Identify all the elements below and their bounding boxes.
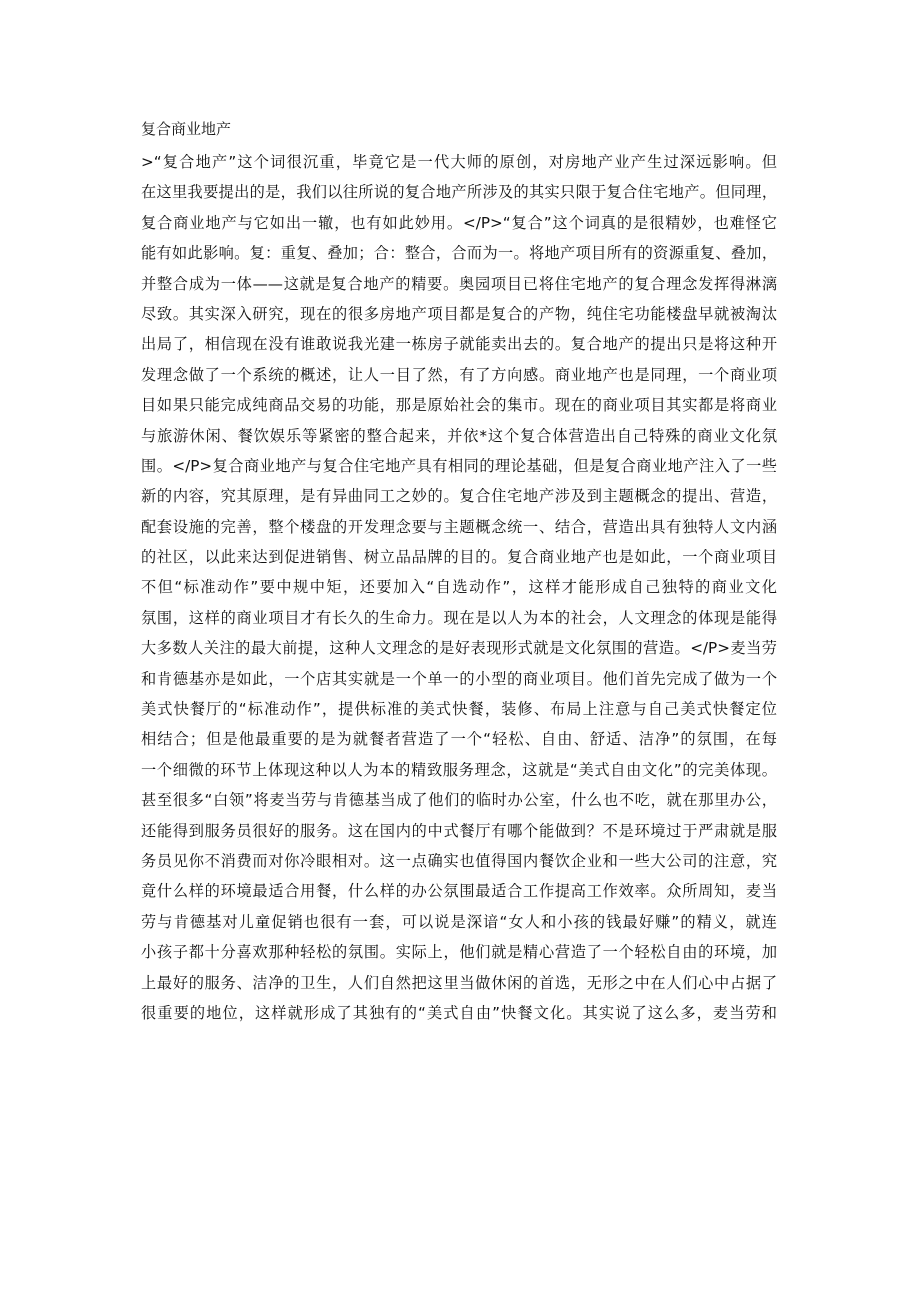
body-line: 一个细微的环节上体现这种以人为本的精致服务理念，这就是“美式自由文化”的完美体现。 [141, 760, 777, 779]
document-body [141, 147, 777, 1028]
body-line: 并整合成为一体——这就是复合地产的精要。奥园项目已将住宅地产的复合理念发挥得淋漓 [141, 274, 777, 293]
body-line: 发理念做了一个系统的概述，让人一目了然，有了方向感。商业地产也是同理，一个商业项 [141, 365, 777, 384]
body-line: 在这里我要提出的是，我们以往所说的复合地产所涉及的其实只限于复合住宅地产。但同理， [141, 183, 777, 202]
body-line: 与旅游休闲、餐饮娱乐等紧密的整合起来，并依*这个复合体营造出自己特殊的商业文化氛 [141, 426, 777, 445]
body-line: 大多数人关注的最大前提，这种人文理念的是好表现形式就是文化氛围的营造。</P>麦当劳 [141, 639, 777, 658]
body-line: 围。</P>复合商业地产与复合住宅地产具有相同的理论基础，但是复合商业地产注入了一些 [141, 456, 777, 475]
body-line: 竟什么样的环境最适合用餐，什么样的办公氛围最适合工作提高工作效率。众所周知，麦当 [141, 882, 777, 901]
body-line: 不但“标准动作”要中规中矩，还要加入“自选动作”，这样才能形成自己独特的商业文化 [141, 578, 777, 597]
body-line: 氛围，这样的商业项目才有长久的生命力。现在是以人为本的社会，人文理念的体现是能得 [141, 608, 777, 627]
body-line: 劳与肯德基对儿童促销也很有一套，可以说是深谙“女人和小孩的钱最好赚”的精义，就连 [141, 912, 777, 931]
body-line: 尽致。其实深入研究，现在的很多房地产项目都是复合的产物，纯住宅功能楼盘早就被淘汰 [141, 304, 777, 323]
body-line: 还能得到服务员很好的服务。这在国内的中式餐厅有哪个能做到？不是环境过于严肃就是服 [141, 821, 777, 840]
body-line: 新的内容，究其原理，是有异曲同工之妙的。复合住宅地产涉及到主题概念的提出、营造， [141, 487, 777, 506]
body-line: 小孩子都十分喜欢那种轻松的氛围。实际上，他们就是精心营造了一个轻松自由的环境，加 [141, 943, 777, 962]
body-line: 能有如此影响。复：重复、叠加；合：整合，合而为一。将地产项目所有的资源重复、叠加， [141, 244, 777, 263]
body-line: 务员见你不消费而对你冷眼相对。这一点确实也值得国内餐饮企业和一些大公司的注意，究 [141, 851, 777, 870]
body-line: 很重要的地位，这样就形成了其独有的“美式自由”快餐文化。其实说了这么多，麦当劳和 [141, 1003, 777, 1022]
body-line: 相结合；但是他最重要的是为就餐者营造了一个“轻松、自由、舒适、洁净”的氛围，在每 [141, 730, 777, 749]
body-line: 上最好的服务、洁净的卫生，人们自然把这里当做休闲的首选，无形之中在人们心中占据了 [141, 973, 777, 992]
document-title: 复合商业地产 [141, 120, 232, 138]
body-line: 目如果只能完成纯商品交易的功能，那是原始社会的集市。现在的商业项目其实都是将商业 [141, 396, 777, 415]
body-line: >“复合地产”这个词很沉重，毕竟它是一代大师的原创，对房地产业产生过深远影响。但 [141, 153, 777, 171]
body-line: 美式快餐厅的“标准动作”，提供标准的美式快餐，装修、布局上注意与自己美式快餐定位 [141, 700, 777, 719]
body-line: 复合商业地产与它如出一辙，也有如此妙用。</P>“复合”这个词真的是很精妙，也难怪它 [141, 213, 777, 232]
body-line: 出局了，相信现在没有谁敢说我光建一栋房子就能卖出去的。复合地产的提出只是将这种开 [141, 335, 777, 354]
body-line: 甚至很多“白领”将麦当劳与肯德基当成了他们的临时办公室，什么也不吃，就在那里办公， [141, 791, 777, 810]
body-line: 的社区，以此来达到促进销售、树立品品牌的目的。复合商业地产也是如此，一个商业项目 [141, 548, 777, 567]
body-line: 和肯德基亦是如此，一个店其实就是一个单一的小型的商业项目。他们首先完成了做为一个 [141, 669, 777, 688]
body-line: 配套设施的完善，整个楼盘的开发理念要与主题概念统一、结合，营造出具有独特人文内涵 [141, 517, 777, 536]
